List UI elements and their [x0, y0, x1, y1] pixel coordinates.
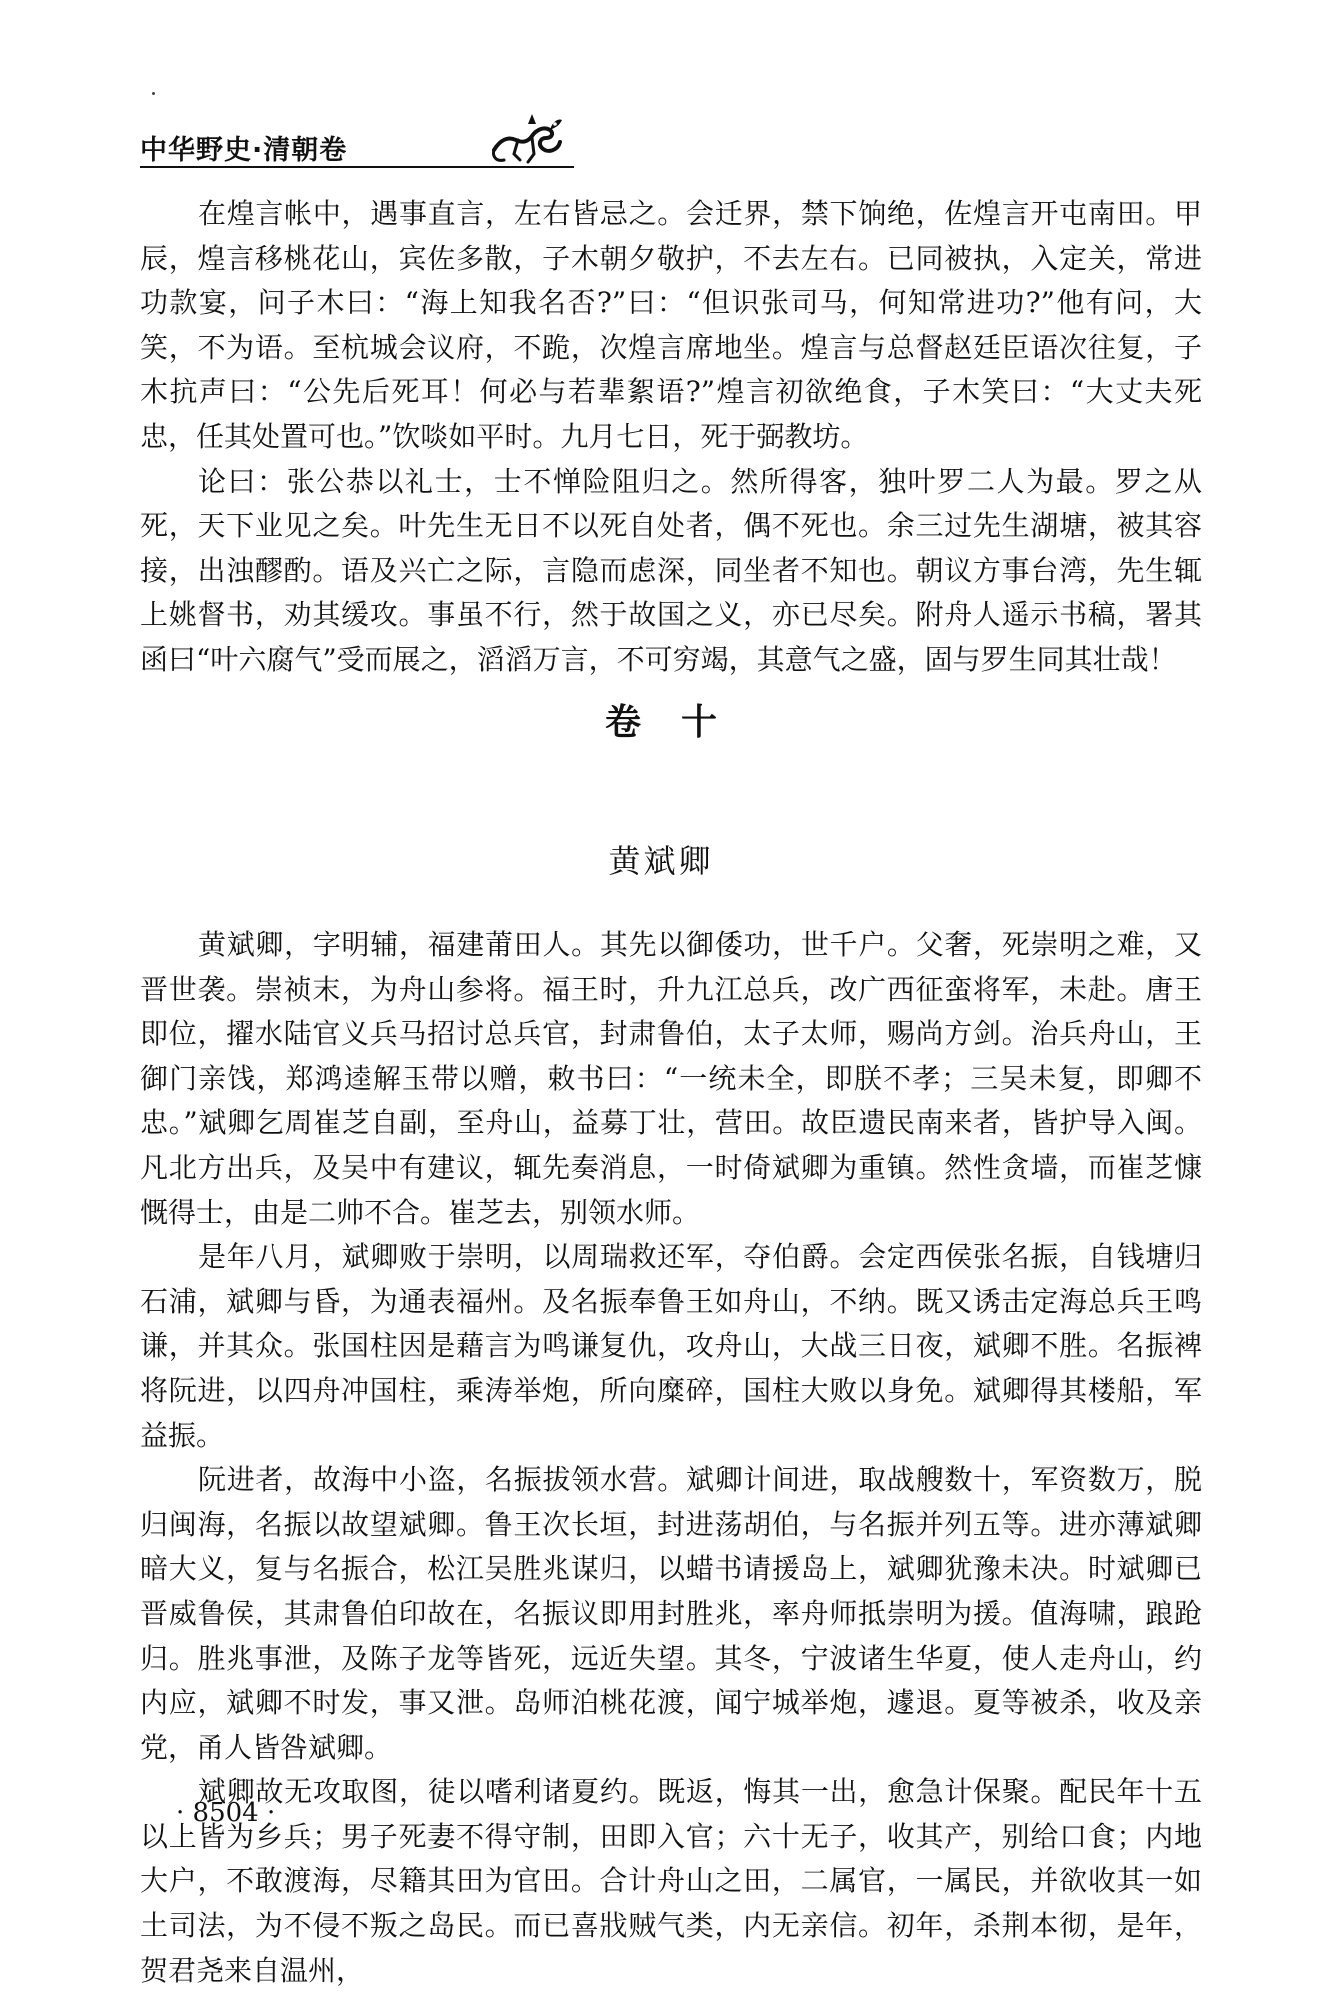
paragraph: 在煌言帐中，遇事直言，左右皆忌之。会迁界，禁下饷绝，佐煌言开屯南田。甲辰，煌言移桃花山，宾佐多散，子木朝夕敬护，不去左右。已同被执，入定关，常进功款宴，问子木曰：“海上知我名否?”曰：“但识张司马，何知常进功?”他有问，大笑，不为语。至杭城会议府，不跪，次煌言席地坐。煌言与总督赵廷臣语次往复，子木抗声曰：“公先后死耳！何必与若辈絮语?”煌言初欲绝食，子木笑曰：“大丈夫死忠，任其处置可也。”饮啖如平时。九月七日，死于弼教坊。 — [140, 197, 1202, 453]
scan-speck — [152, 92, 155, 95]
header-title: 中华野史·清朝卷 — [140, 135, 348, 166]
paragraph: 黄斌卿，字明辅，福建莆田人。其先以御倭功，世千户。父奢，死崇明之难，又晋世袭。崇祯末，为舟山参将。福王时，升九江总兵，改广西征蛮将军，未赴。唐王即位，擢水陆官义兵马招讨总兵官，封肃鲁伯，太子太师，赐尚方剑。治兵舟山，王御门亲饯，郑鸿逵解玉带以赠，敕书曰：“一统未全，即朕不孝；三吴未复，即卿不忠。”斌卿乞周崔芝自副，至舟山，益募丁壮，营田。故臣遗民南来者，皆护导入闽。凡北方出兵，及吴中有建议，辄先奏消息，一时倚斌卿为重镇。然性贪墙，而崔芝慷慨得士，由是二帅不合。崔芝去，别领水师。 — [140, 928, 1202, 1229]
paragraph: 是年八月，斌卿败于崇明，以周瑞救还军，夺伯爵。会定西侯张名振，自钱塘归石浦，斌卿与昏，为通表福州。及名振奉鲁王如舟山，不纳。既又诱击定海总兵王鸣谦，并其众。张国柱因是藉言为鸣谦复仇，攻舟山，大战三日夜，斌卿不胜。名振裨将阮进，以四舟冲国柱，乘涛举炮，所向糜碎，国柱大败以身免。斌卿得其楼船，军益振。 — [140, 1240, 1202, 1452]
chapter-title: 黄斌卿 — [608, 842, 714, 880]
dragon-ornament-icon — [488, 110, 566, 168]
page-number: · 8504 · — [176, 1798, 276, 1828]
section-main — [140, 923, 1202, 1993]
paragraph: 阮进者，故海中小盗，名振拔领水营。斌卿计间进，取战艘数十，军资数万，脱归闽海，名振以故望斌卿。鲁王次长垣，封进荡胡伯，与名振并列五等。进亦薄斌卿暗大义，复与名振合，松江吴胜兆谋归，以蜡书请援岛上，斌卿犹豫未决。时斌卿已晋威鲁侯，其肃鲁伯印故在，名振议即用封胜兆，率舟师抵崇明为援。值海啸，踉跄归。胜兆事泄，及陈子龙等皆死，远近失望。其冬，宁波诸生华夏，使人走舟山，约内应，斌卿不时发，事又泄。岛师泊桃花渡，闻宁城举炮，遽退。夏等被杀，收及亲党，甬人皆咎斌卿。 — [140, 1463, 1202, 1764]
paragraph: 斌卿故无攻取图，徒以嗜利诸夏约。既返，悔其一出，愈急计保聚。配民年十五以上皆为乡兵；男子死妻不得守制，田即入官；六十无子，收其产，别给口食；内地大户，不敢渡海，尽籍其田为官田。合计舟山之田，二属官，一属民，并欲收其一如土司法，为不侵不叛之岛民。而已喜戕贼气类，内无亲信。初年，杀荆本彻，是年，贺君尧来自温州， — [140, 1775, 1202, 1987]
volume-title: 卷十 — [604, 702, 757, 743]
paragraph: 论曰：张公恭以礼士，士不惮险阻归之。然所得客，独叶罗二人为最。罗之从死，天下业见之矣。叶先生无日不以死自处者，偶不死也。余三过先生湖塘，被其容接，出浊醪酌。语及兴亡之际，言隐而虑深，同坐者不知也。朝议方事台湾，先生辄上姚督书，劝其缓攻。事虽不行，然于故国之义，亦已尽矣。附舟人遥示书稿，署其函曰“叶六腐气”受而展之，滔滔万言，不可穷竭，其意气之盛，固与罗生同其壮哉！ — [140, 464, 1202, 676]
section-top — [140, 192, 1202, 683]
